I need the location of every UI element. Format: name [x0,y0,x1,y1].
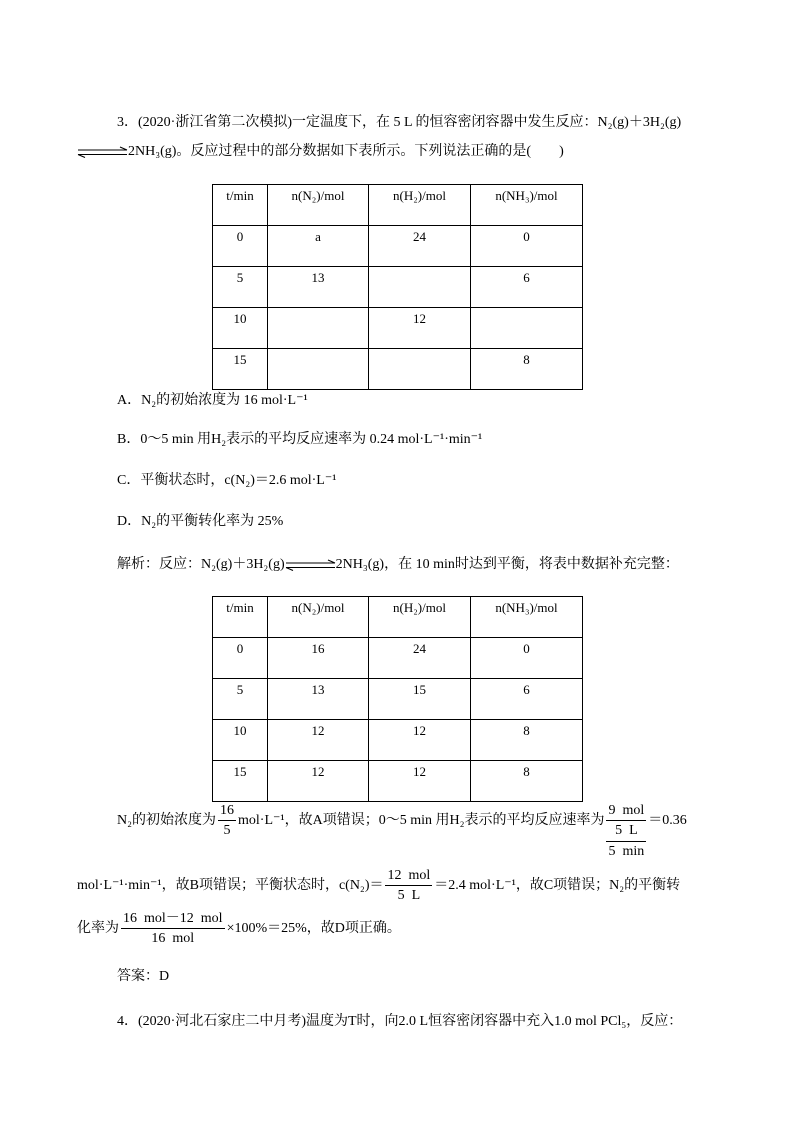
table-row [213,308,583,349]
table-cell: 6 [471,679,583,720]
question-4-stem-text: 4．(2020·河北石家庄二中月考)温度为T时，向2.0 L恒容密闭容器中充入1.0 mol PCl₅，反应： [117,1014,683,1029]
table-header-cell-h2: n(H₂)/mol [369,597,471,638]
analysis-line-1-text-c: ＝0.36 [648,813,687,828]
table-cell [268,349,369,390]
table-cell: 6 [471,267,583,308]
table-row [213,226,583,267]
table-header-cell-nh3: n(NH₃)/mol [471,597,583,638]
fraction-numerator: 16 mol－12 mol [121,909,225,929]
analysis-intro-text: 解析：反应：N₂(g)＋3H₂(g) [117,557,285,572]
table-cell: 0 [471,226,583,267]
fraction-initial-concentration [218,801,236,841]
table-header-row [213,597,583,638]
table-row [213,349,583,390]
table-cell: 5 [213,267,268,308]
fraction-denominator: 5 [223,823,231,838]
table-cell: 15 [213,761,268,802]
analysis-line-2-text-a: mol·L⁻¹·min⁻¹，故B项错误；平衡状态时，c(N₂)＝ [77,878,384,893]
table-cell [369,349,471,390]
table-cell: 24 [369,638,471,679]
option-c-text: C．平衡状态时，c(N₂)＝2.6 mol·L⁻¹ [117,473,337,488]
analysis-line-3 [77,911,401,946]
table-cell: 12 [268,720,369,761]
fraction-numerator: 9 mol [606,801,646,821]
fraction-conversion-rate [121,909,225,949]
table-header-cell-n2: n(N₂)/mol [268,597,369,638]
table-cell: 10 [213,720,268,761]
table-header-cell-nh3: n(NH₃)/mol [471,185,583,226]
equilibrium-arrow-icon [285,559,336,571]
option-c [117,471,336,491]
question-3-data-table [212,184,583,390]
option-a-text: A．N₂的初始浓度为 16 mol·L⁻¹ [117,393,308,408]
analysis-line-1-text-b: mol·L⁻¹，故A项错误；0～5 min 用H₂表示的平均反应速率为 [238,813,605,828]
table-cell [369,267,471,308]
option-a [117,391,308,411]
table-row [213,679,583,720]
table-cell: 24 [369,226,471,267]
table-cell: 12 [369,761,471,802]
table-cell: a [268,226,369,267]
analysis-line-3-text-a: 化率为 [77,921,119,936]
table-cell: 0 [471,638,583,679]
option-b [117,430,482,450]
table-cell: 16 [268,638,369,679]
table-cell: 5 [213,679,268,720]
question-3-stem-line-1 [117,113,681,133]
fraction-denominator: 5 L [615,822,638,838]
option-d [117,512,283,532]
fraction-numerator: 16 [218,801,236,821]
table-row [213,638,583,679]
table-row [213,267,583,308]
table-cell: 8 [471,720,583,761]
fraction-denominator: 16 mol [151,931,195,946]
analysis-line-1-text-a: N₂的初始浓度为 [117,813,216,828]
analysis-line-2 [77,868,681,903]
fraction-denominator: 5 min [608,843,645,859]
question-4-stem-line-1 [117,1012,682,1032]
table-header-cell-h2: n(H₂)/mol [369,185,471,226]
option-b-text: B．0～5 min 用H₂表示的平均反应速率为 0.24 mol·L⁻¹·min⁻¹ [117,432,483,447]
analysis-intro-text-continued: 2NH₃(g)，在 10 min时达到平衡，将表中数据补充完整： [335,557,679,572]
table-header-cell-time: t/min [213,597,268,638]
table-cell: 8 [471,761,583,802]
table-row [213,720,583,761]
fraction-numerator: 12 mol [385,866,432,886]
analysis-line-1 [117,802,687,859]
table-header-cell-n2: n(N₂)/mol [268,185,369,226]
question-3-stem-line-2 [77,142,564,162]
answer-line [117,967,169,987]
table-cell: 15 [369,679,471,720]
table-cell [268,308,369,349]
table-cell: 15 [213,349,268,390]
fraction-reaction-rate [606,801,646,862]
table-cell: 12 [369,720,471,761]
analysis-data-table [212,596,583,802]
equilibrium-arrow-icon [77,146,128,158]
table-cell: 0 [213,226,268,267]
question-3-stem-text-continued: 2NH₃(g)。反应过程中的部分数据如下表所示。下列说法正确的是( ) [128,144,564,159]
table-cell [471,308,583,349]
question-3-stem-text: 3．(2020·浙江省第二次模拟)一定温度下，在 5 L 的恒容密闭容器中发生反应：N₂(g)＋3H₂(g) [117,115,682,130]
table-header-row [213,185,583,226]
fraction-numerator-fraction [606,801,646,842]
table-cell: 13 [268,267,369,308]
answer-text: 答案：D [117,969,170,984]
table-cell: 0 [213,638,268,679]
table-cell: 12 [369,308,471,349]
table-header-cell-time: t/min [213,185,268,226]
analysis-line-3-text-b: ×100%＝25%，故D项正确。 [226,921,401,936]
analysis-intro-line [117,555,679,575]
fraction-equilibrium-concentration [385,866,432,906]
table-cell: 10 [213,308,268,349]
table-cell: 13 [268,679,369,720]
option-d-text: D．N₂的平衡转化率为 25% [117,514,284,529]
table-cell: 8 [471,349,583,390]
analysis-line-2-text-b: ＝2.4 mol·L⁻¹，故C项错误；N₂的平衡转 [434,878,681,893]
table-row [213,761,583,802]
fraction-denominator: 5 L [397,888,421,903]
table-cell: 12 [268,761,369,802]
